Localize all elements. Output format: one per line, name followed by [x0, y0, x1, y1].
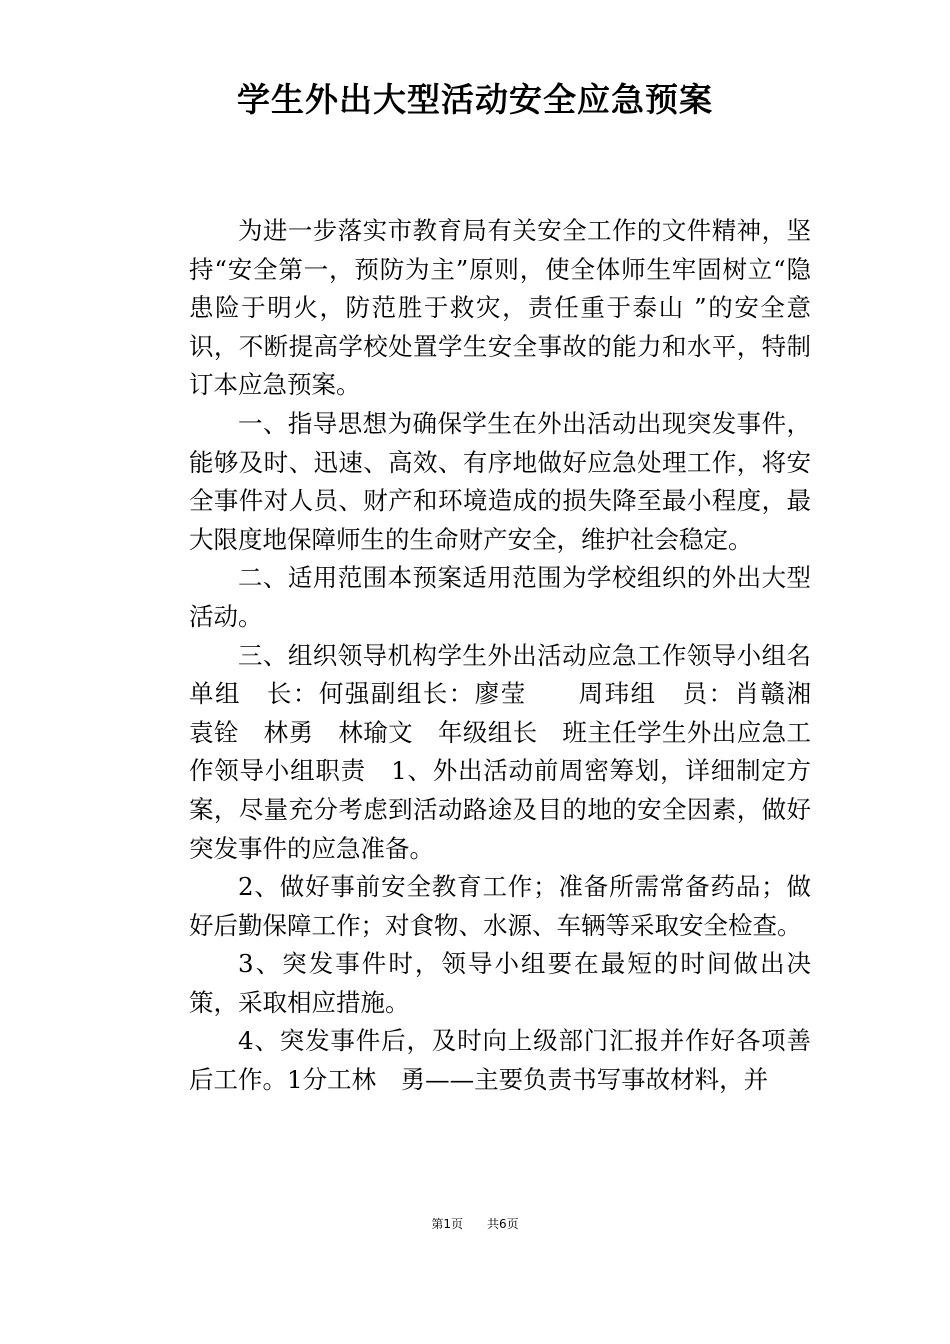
paragraph-item-3: 3、突发事件时，领导小组要在最短的时间做出决策，采取相应措施。 — [189, 949, 811, 1017]
paragraph-organization: 三、组织领导机构学生外出活动应急工作领导小组名单组 长：何强副组长：廖莹 周玮组 员：肖赣湘 袁铨 林勇 林瑜文 年级组长 班主任学生外出应急工作领导小组职责 1、外出活动前周密筹划，详细制定方案，尽量充分考虑到活动路途及目的地的安全因素，做好突发事件的应急准备。 — [189, 640, 836, 863]
paragraph-scope: 二、适用范围本预案适用范围为学校组织的外出大型活动。 — [189, 563, 811, 631]
document-body — [189, 212, 836, 1100]
page-number: 第1页 — [431, 1217, 463, 1231]
paragraph-item-2: 2、做好事前安全教育工作；准备所需常备药品；做好后勤保障工作；对食物、水源、车辆等采取安全检查。 — [189, 872, 811, 940]
document-title: 学生外出大型活动安全应急预案 — [237, 80, 713, 119]
paragraph-item-4: 4、突发事件后，及时向上级部门汇报并作好各项善后工作。1分工林 勇——主要负责书写事故材料，并 — [189, 1026, 811, 1095]
page-total: 共6页 — [487, 1217, 519, 1231]
page-footer — [0, 1216, 950, 1232]
paragraph-guiding-principle: 一、指导思想为确保学生在外出活动出现突发事件，能够及时、迅速、高效、有序地做好应急处理工作，将安全事件对人员、财产和环境造成的损失降至最小程度，最大限度地保障师生的生命财产安全，维护社会稳定。 — [189, 408, 811, 554]
paragraph-intro: 为进一步落实市教育局有关安全工作的文件精神，坚持“安全第一，预防为主”原则，使全体师生牢固树立“隐患险于明火，防范胜于救灾，责任重于泰山 ”的安全意识，不断提高学校处置学生安全事故的能力和水平，特制订本应急预案。 — [189, 216, 811, 400]
